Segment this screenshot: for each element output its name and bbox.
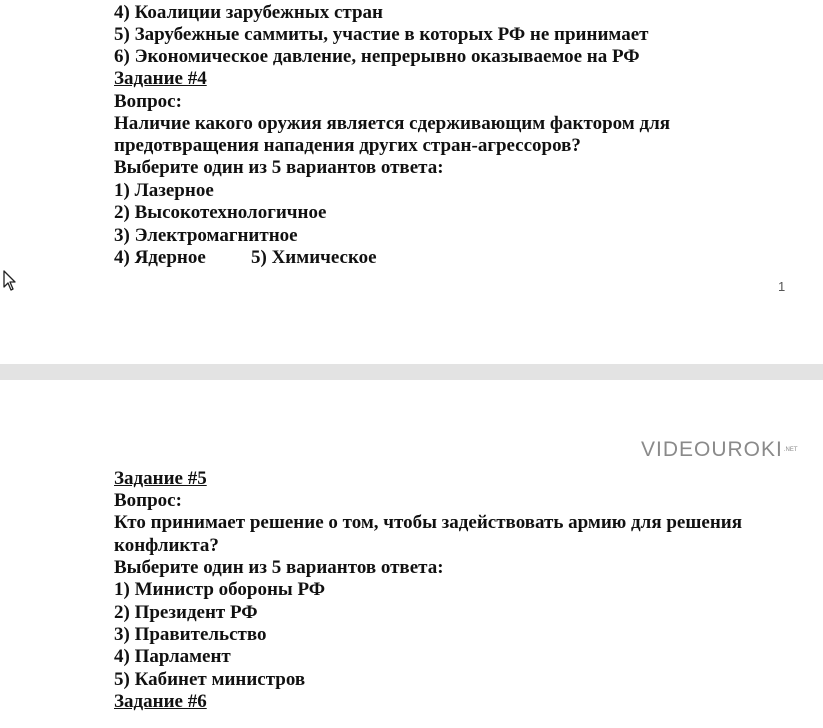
watermark-suffix: .NET — [783, 447, 798, 454]
task-4-question-line-1: Наличие какого оружия является сдерживающим фактором для — [114, 113, 671, 134]
task-4-question-label: Вопрос: — [114, 91, 182, 112]
task-6-title: Задание #6 — [114, 691, 207, 712]
answer-option-line: 6) Экономическое давление, непрерывно оказываемое на РФ — [114, 46, 640, 67]
task-5-option-3: 3) Правительство — [114, 624, 267, 645]
task-5-title: Задание #5 — [114, 468, 207, 489]
answer-option-line: 4) Коалиции зарубежных стран — [114, 2, 383, 23]
mouse-pointer-icon — [0, 270, 16, 292]
task-5-option-1: 1) Министр обороны РФ — [114, 579, 326, 600]
task-5-option-4: 4) Парламент — [114, 646, 231, 667]
task-4-option-2: 2) Высокотехнологичное — [114, 202, 327, 223]
task-5-question-line-1: Кто принимает решение о том, чтобы задействовать армию для решения — [114, 512, 743, 533]
task-5-question-line-2: конфликта? — [114, 535, 219, 556]
videouroki-watermark — [641, 438, 798, 462]
task-4-option-4: 4) Ядерное — [114, 247, 206, 268]
task-4-question-line-2: предотвращения нападения других стран-агрессоров? — [114, 135, 581, 156]
task-4-title: Задание #4 — [114, 68, 207, 89]
task-4-instruction: Выберите один из 5 вариантов ответа: — [114, 157, 444, 178]
task-4-option-3: 3) Электромагнитное — [114, 225, 298, 246]
task-5-option-5: 5) Кабинет министров — [114, 669, 306, 690]
task-4-option-1: 1) Лазерное — [114, 180, 214, 201]
task-5-question-label: Вопрос: — [114, 490, 182, 511]
watermark-text: VIDEOUROKI — [641, 438, 783, 461]
task-4-option-5: 5) Химическое — [251, 247, 377, 268]
task-5-instruction: Выберите один из 5 вариантов ответа: — [114, 557, 444, 578]
page-number: 1 — [778, 279, 786, 294]
task-5-option-2: 2) Президент РФ — [114, 602, 258, 623]
answer-option-line: 5) Зарубежные саммиты, участие в которых РФ не принимает — [114, 24, 649, 45]
